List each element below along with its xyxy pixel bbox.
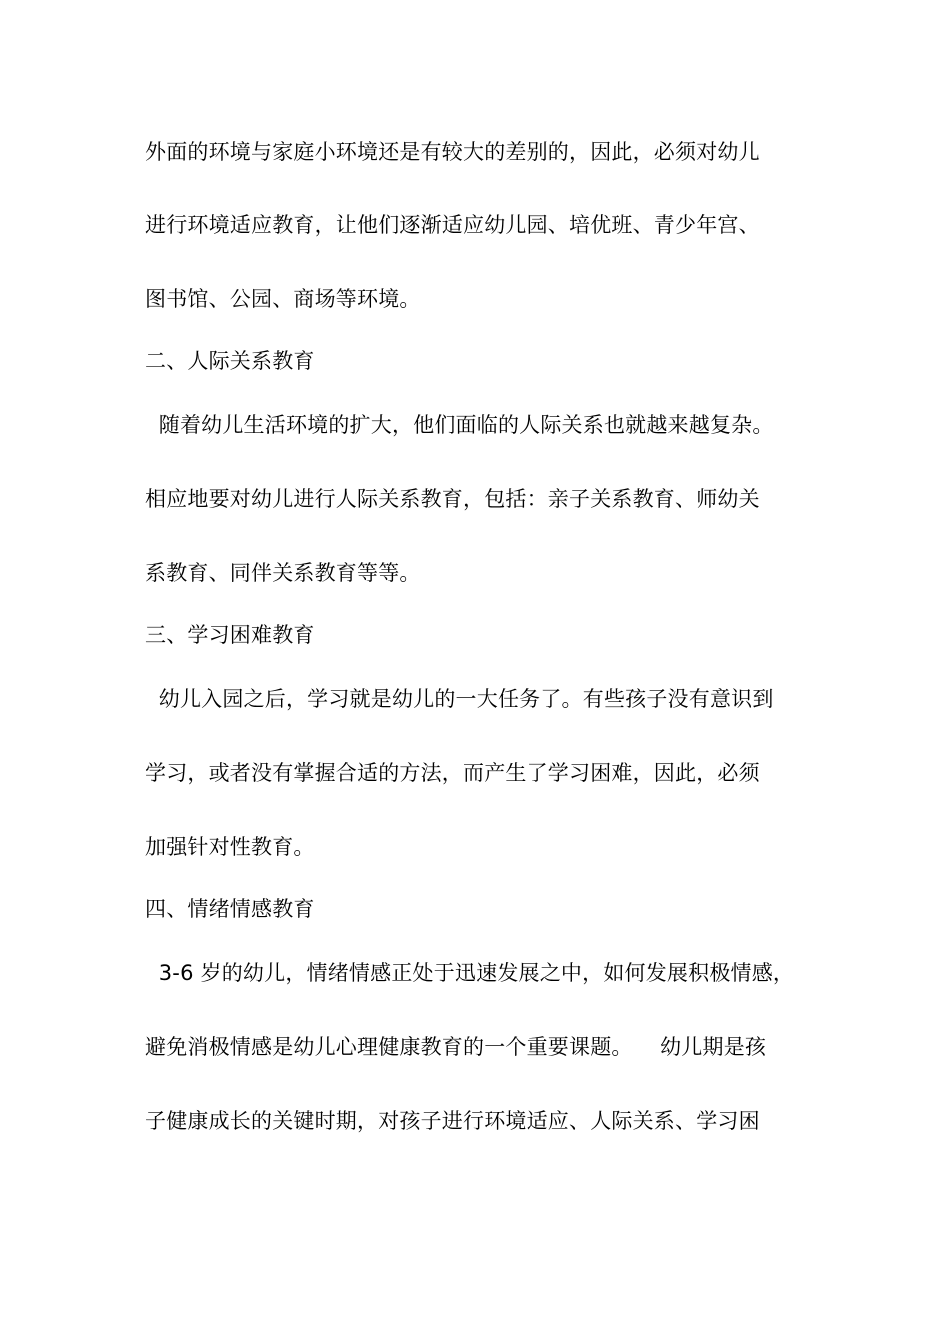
paragraph-line: 相应地要对幼儿进行人际关系教育，包括：亲子关系教育、师幼关 xyxy=(145,487,760,511)
paragraph-line: 幼儿入园之后，学习就是幼儿的一大任务了。有些孩子没有意识到 xyxy=(145,687,774,711)
paragraph-line: 随着幼儿生活环境的扩大，他们面临的人际关系也就越来越复杂。 xyxy=(145,413,774,437)
section-heading: 四、情绪情感教育 xyxy=(145,897,315,921)
paragraph-line: 外面的环境与家庭小环境还是有较大的差别的，因此，必须对幼儿 xyxy=(145,140,760,164)
paragraph-line: 避免消极情感是幼儿心理健康教育的一个重要课题。 幼儿期是孩 xyxy=(145,1035,767,1059)
paragraph-line: 加强针对性教育。 xyxy=(145,835,315,859)
paragraph-line: 图书馆、公园、商场等环境。 xyxy=(145,287,421,311)
section-heading: 三、学习困难教育 xyxy=(145,623,315,647)
paragraph-line: 子健康成长的关键时期，对孩子进行环境适应、人际关系、学习困 xyxy=(145,1109,760,1133)
paragraph-line: 学习，或者没有掌握合适的方法，而产生了学习困难，因此，必须 xyxy=(145,761,760,785)
paragraph-line: 系教育、同伴关系教育等等。 xyxy=(145,561,421,585)
paragraph-line: 3-6 岁的幼儿，情绪情感正处于迅速发展之中，如何发展积极情感， xyxy=(145,961,795,985)
section-heading: 二、人际关系教育 xyxy=(145,349,315,373)
paragraph-line: 进行环境适应教育，让他们逐渐适应幼儿园、培优班、青少年宫、 xyxy=(145,213,760,237)
